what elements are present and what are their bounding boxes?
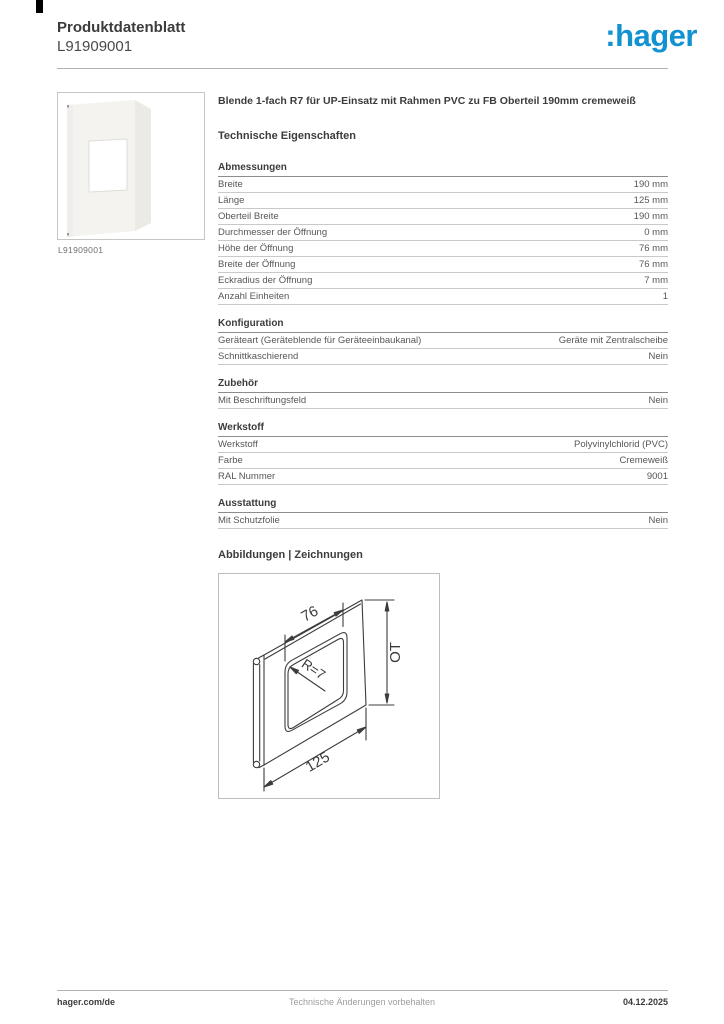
spec-label: Breite xyxy=(218,179,243,190)
spec-value: Nein xyxy=(648,351,668,362)
spec-section xyxy=(218,498,668,529)
spec-value: 0 mm xyxy=(644,227,668,238)
spec-label: Farbe xyxy=(218,455,243,466)
spec-row xyxy=(218,349,668,365)
product-image xyxy=(58,93,204,239)
spec-label: Werkstoff xyxy=(218,439,258,450)
spec-value: Geräte mit Zentralscheibe xyxy=(558,335,668,346)
footer-note: Technische Änderungen vorbehalten xyxy=(288,997,436,1007)
spec-value: Cremeweiß xyxy=(619,455,668,466)
spec-section-heading: Werkstoff xyxy=(218,422,668,437)
spec-row xyxy=(218,241,668,257)
hager-logo: :hager xyxy=(605,18,697,53)
spec-section xyxy=(218,422,668,485)
spec-value: Polyvinylchlorid (PVC) xyxy=(574,439,668,450)
spec-label: Schnittkaschierend xyxy=(218,351,299,362)
product-description: Blende 1-fach R7 für UP-Einsatz mit Rahmen PVC zu FB Oberteil 190mm cremeweiß xyxy=(218,95,636,107)
spec-value: 7 mm xyxy=(644,275,668,286)
spec-row xyxy=(218,193,668,209)
spec-value: 76 mm xyxy=(638,243,668,254)
print-registration-mark xyxy=(36,0,43,13)
spec-label: Mit Beschriftungsfeld xyxy=(218,395,307,406)
spec-label: Anzahl Einheiten xyxy=(218,291,290,302)
product-image-box xyxy=(57,92,205,240)
drawings-heading: Abbildungen | Zeichnungen xyxy=(218,549,363,561)
spec-value: 9001 xyxy=(646,471,668,482)
opening-outline xyxy=(285,633,347,732)
footer-date: 04.12.2025 xyxy=(622,997,668,1007)
spec-value: 190 mm xyxy=(633,211,668,222)
header-divider xyxy=(57,68,668,69)
spec-row xyxy=(218,437,668,453)
dim-radius-label: R=7 xyxy=(298,656,329,683)
page-title: Produktdatenblatt xyxy=(57,19,186,36)
spec-label: Oberteil Breite xyxy=(218,211,279,222)
spec-label: Breite der Öffnung xyxy=(218,259,296,270)
spec-section xyxy=(218,378,668,409)
spec-section xyxy=(218,318,668,365)
footer-divider xyxy=(57,990,668,991)
spec-label: Mit Schutzfolie xyxy=(218,515,280,526)
spec-value: 76 mm xyxy=(638,259,668,270)
footer-site: hager.com/de xyxy=(57,997,116,1007)
main-content xyxy=(218,95,668,799)
spec-value: Nein xyxy=(648,395,668,406)
spec-row xyxy=(218,333,668,349)
spec-section-heading: Ausstattung xyxy=(218,498,668,513)
plate-outline xyxy=(264,600,366,765)
spec-row xyxy=(218,289,668,305)
drawing-box xyxy=(218,573,440,799)
header-product-code: L91909001 xyxy=(57,38,133,55)
spec-section-heading: Abmessungen xyxy=(218,162,668,177)
spec-label: Durchmesser der Öffnung xyxy=(218,227,328,238)
spec-section xyxy=(218,162,668,305)
spec-sections xyxy=(218,162,668,529)
product-image-caption: L91909001 xyxy=(58,245,104,255)
spec-row xyxy=(218,513,668,529)
dim-length-label: 125 xyxy=(302,748,333,776)
tech-properties-heading: Technische Eigenschaften xyxy=(218,130,356,142)
spec-value: 190 mm xyxy=(633,179,668,190)
spec-row xyxy=(218,273,668,289)
spec-value: Nein xyxy=(648,515,668,526)
spec-row xyxy=(218,209,668,225)
spec-label: Höhe der Öffnung xyxy=(218,243,294,254)
dim-height-label: OT xyxy=(387,642,404,663)
spec-section-heading: Zubehör xyxy=(218,378,668,393)
spec-label: Länge xyxy=(218,195,245,206)
spec-row xyxy=(218,393,668,409)
spec-value: 1 xyxy=(662,291,668,302)
spec-row xyxy=(218,257,668,273)
spec-label: Eckradius der Öffnung xyxy=(218,275,313,286)
spec-row xyxy=(218,177,668,193)
spec-row xyxy=(218,453,668,469)
spec-label: Geräteart (Geräteblende für Geräteeinbaukanal) xyxy=(218,335,422,346)
spec-row xyxy=(218,469,668,485)
technical-drawing-svg xyxy=(219,574,439,798)
spec-section-heading: Konfiguration xyxy=(218,318,668,333)
spec-label: RAL Nummer xyxy=(218,471,276,482)
spec-value: 125 mm xyxy=(633,195,668,206)
spec-row xyxy=(218,225,668,241)
dim-width-label: 76 xyxy=(298,602,322,626)
